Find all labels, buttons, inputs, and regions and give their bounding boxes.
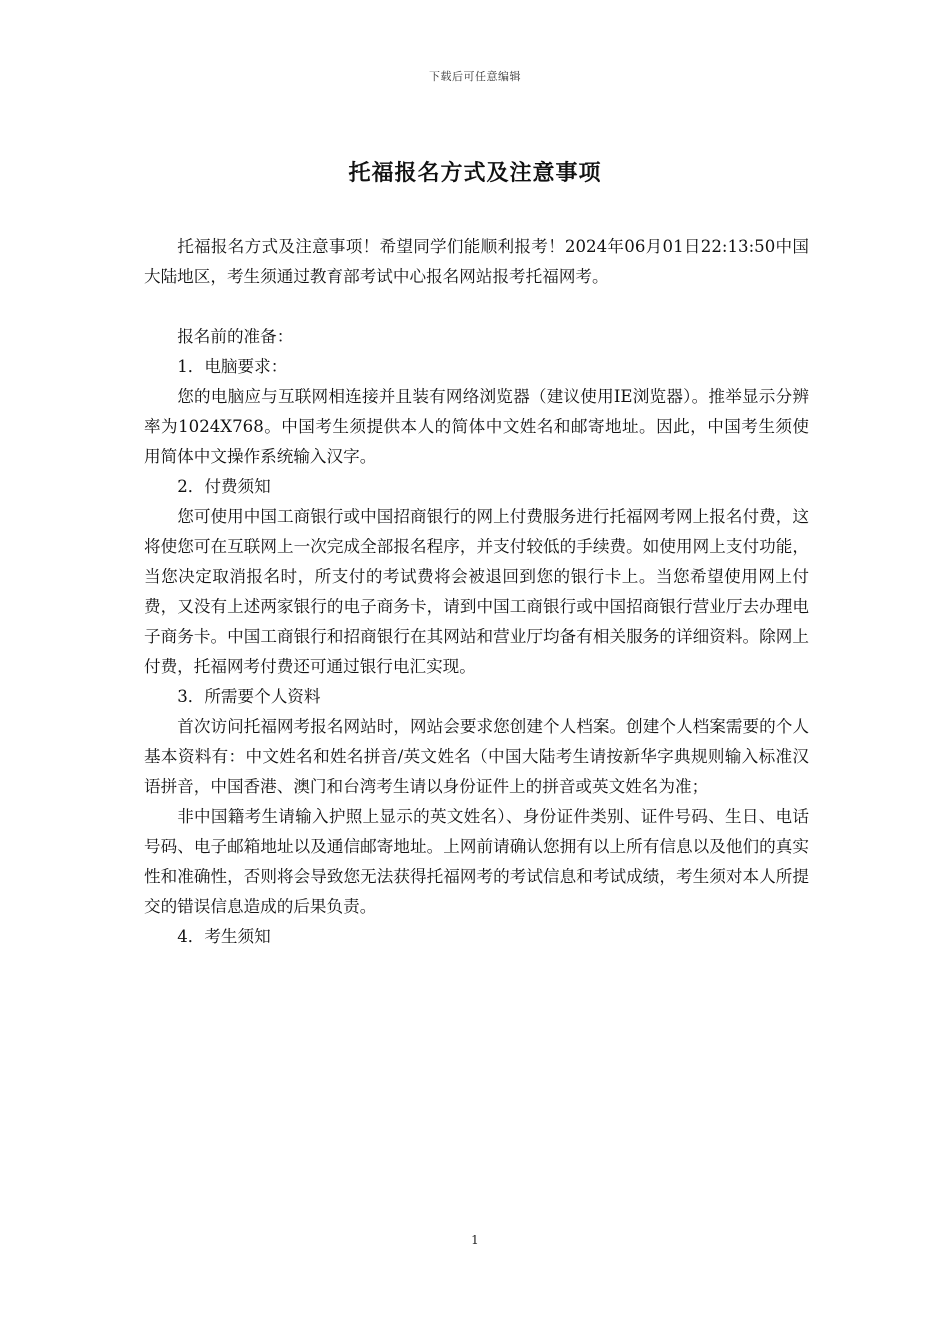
section-heading-computer: 1．电脑要求： bbox=[177, 357, 288, 376]
paragraph-personal-info-1: 首次访问托福网考报名网站时，网站会要求您创建个人档案。创建个人档案需要的个人基本资料有：中文姓名和姓名拼音/英文姓名（中国大陆考生请按新华字典规则输入标准汉语拼音，中国香港、澳门和台湾考生请以身份证件上的拼音或英文姓名为准； bbox=[144, 717, 809, 796]
page-number: 1 bbox=[471, 1233, 479, 1247]
section-heading-payment: 2．付费须知 bbox=[177, 477, 271, 496]
paragraph-personal-info-2: 非中国籍考生请输入护照上显示的英文姓名）、身份证件类别、证件号码、生日、电话号码、电子邮箱地址以及通信邮寄地址。上网前请确认您拥有以上所有信息以及他们的真实性和准确性，否则将会导致您无法获得托福网考的考试信息和考试成绩，考生须对本人所提交的错误信息造成的后果负责。 bbox=[144, 807, 809, 916]
page-title: 托福报名方式及注意事项 bbox=[348, 160, 602, 186]
intro-paragraph: 托福报名方式及注意事项！希望同学们能顺利报考！2024年06月01日22:13:50中国大陆地区，考生须通过教育部考试中心报名网站报考托福网考。 bbox=[144, 237, 809, 286]
paragraph-computer: 您的电脑应与互联网相连接并且装有网络浏览器（建议使用IE浏览器）。推举显示分辨率为1024X768。中国考生须提供本人的简体中文姓名和邮寄地址。因此，中国考生须使用简体中文操作系统输入汉字。 bbox=[144, 387, 809, 466]
section-heading-candidate-notice: 4．考生须知 bbox=[177, 927, 271, 946]
document-body bbox=[144, 232, 809, 952]
section-heading-preparation: 报名前的准备： bbox=[177, 327, 294, 346]
paragraph-payment: 您可使用中国工商银行或中国招商银行的网上付费服务进行托福网考网上报名付费，这将使您可在互联网上一次完成全部报名程序，并支付较低的手续费。如使用网上支付功能，当您决定取消报名时，所支付的考试费将会被退回到您的银行卡上。当您希望使用网上付费，又没有上述两家银行的电子商务卡，请到中国工商银行或中国招商银行营业厅去办理电子商务卡。中国工商银行和招商银行在其网站和营业厅均备有相关服务的详细资料。除网上付费，托福网考付费还可通过银行电汇实现。 bbox=[144, 507, 809, 676]
section-heading-personal-info: 3．所需要个人资料 bbox=[177, 687, 321, 706]
header-note: 下载后可任意编辑 bbox=[429, 70, 521, 83]
